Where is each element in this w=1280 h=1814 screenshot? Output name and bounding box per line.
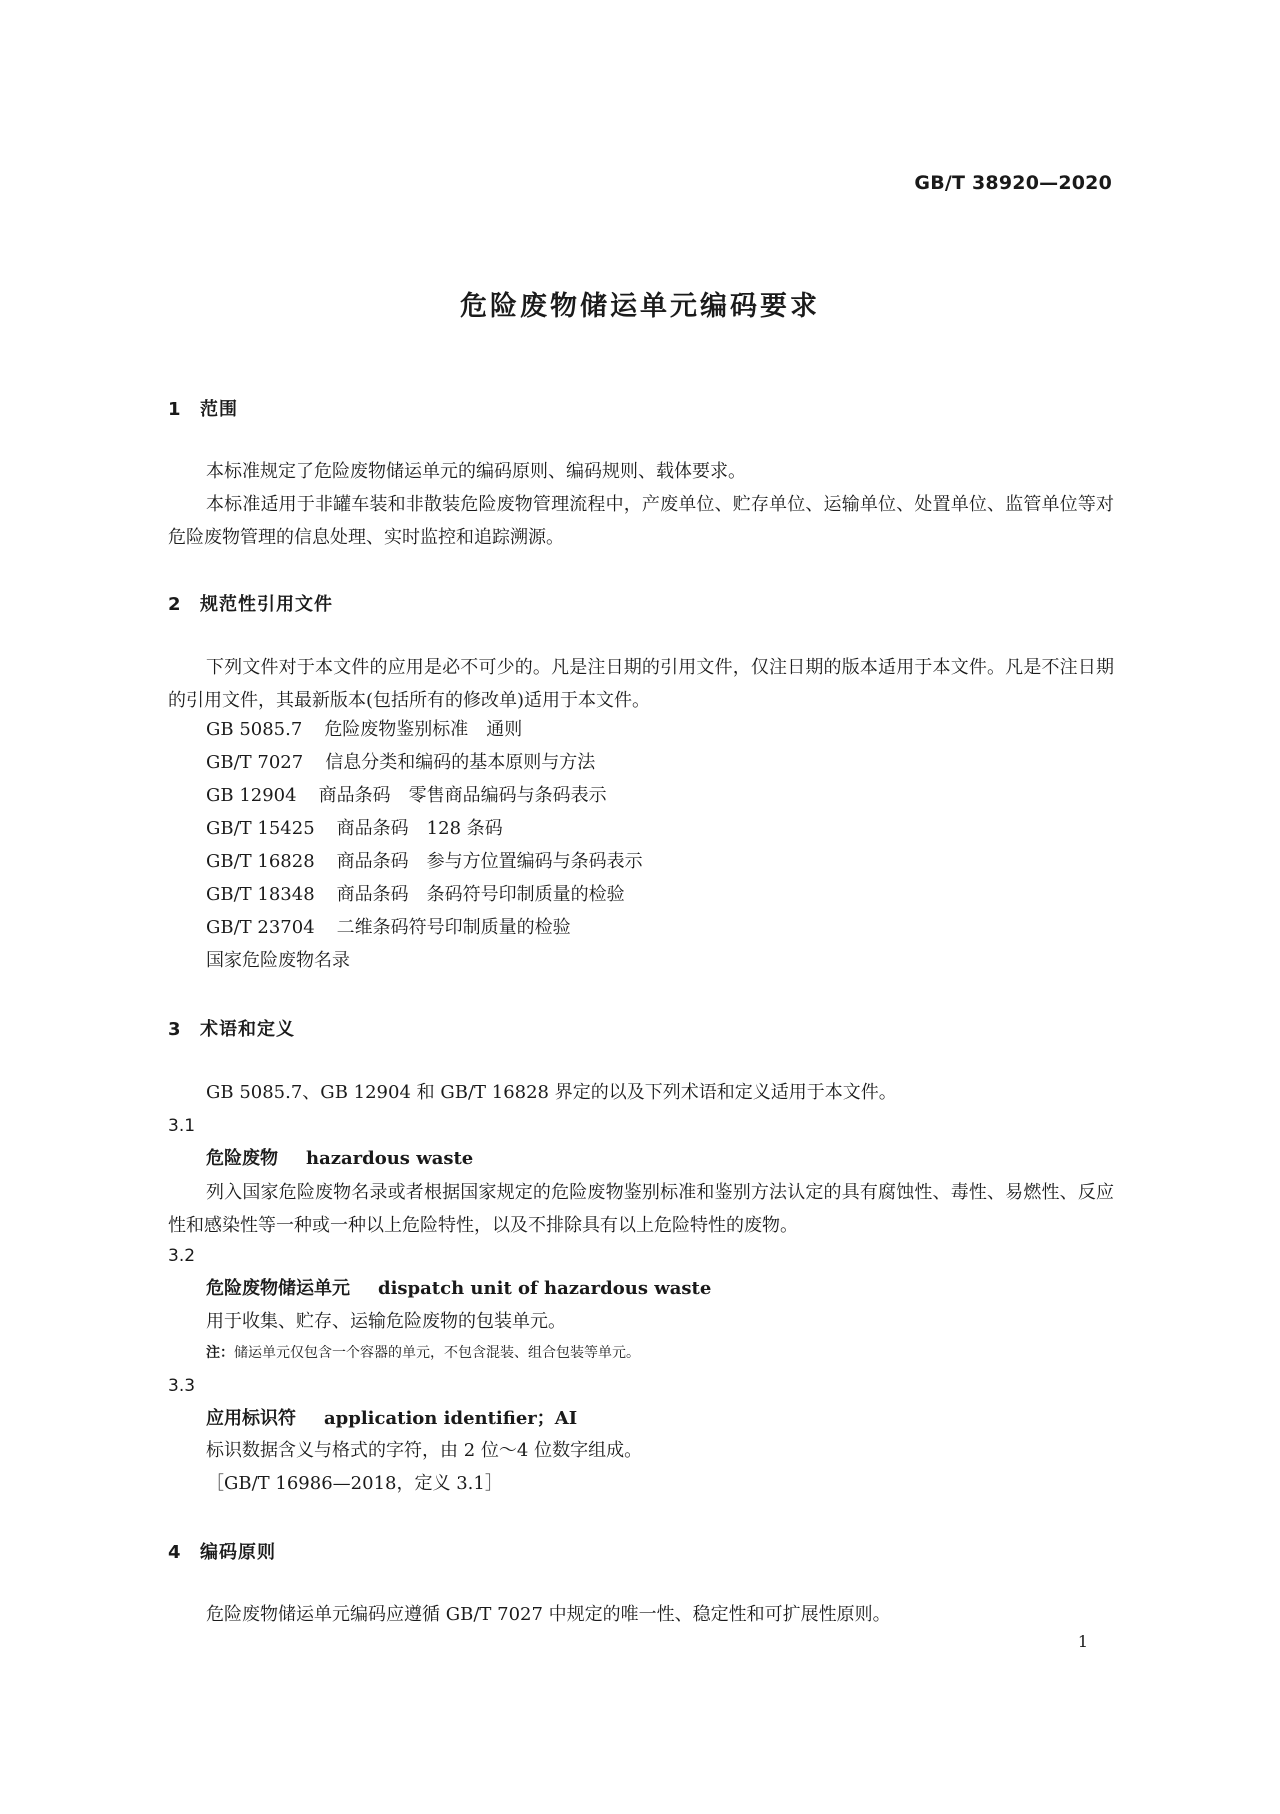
document-title: 危险废物储运单元编码要求 [460, 291, 820, 322]
reference-title: 商品条码 参与方位置编码与条码表示 [336, 851, 643, 872]
reference-code: GB 5085.7 [206, 719, 303, 740]
section-title: 范围 [200, 399, 238, 420]
reference-title: 信息分类和编码的基本原则与方法 [325, 752, 596, 773]
section-1-paragraph-1: 本标准规定了危险废物储运单元的编码原则、编码规则、载体要求。 [206, 461, 746, 482]
clause-number: 3.2 [168, 1246, 196, 1266]
reference-title: 商品条码 128 条码 [336, 818, 503, 839]
reference-title: 危险废物鉴别标准 通则 [324, 719, 523, 740]
term-zh: 危险废物储运单元 [206, 1278, 350, 1299]
reference-code: GB/T 15425 [206, 818, 315, 839]
term-heading [206, 1144, 473, 1170]
section-number: 4 [168, 1542, 182, 1563]
reference-code: GB/T 16828 [206, 851, 315, 872]
term-heading [206, 1274, 711, 1300]
section-1-heading [168, 395, 238, 421]
clause-number: 3.3 [168, 1376, 196, 1396]
standard-code: GB/T 38920—2020 [914, 172, 1112, 194]
section-title: 规范性引用文件 [200, 594, 333, 615]
section-3-heading [168, 1015, 295, 1041]
reference-title: 商品条码 零售商品编码与条码表示 [318, 785, 607, 806]
note-label: 注： [206, 1345, 234, 1361]
reference-title: 二维条码符号印制质量的检验 [336, 917, 571, 938]
term-note [206, 1342, 640, 1362]
section-2-paragraph-1: 下列文件对于本文件的应用是必不可少的。凡是注日期的引用文件，仅注日期的版本适用于本文件。凡是不注日期的引用文件，其最新版本(包括所有的修改单)适用于本文件。 [168, 657, 1114, 711]
reference-code: GB/T 18348 [206, 884, 315, 905]
note-text: 储运单元仅包含一个容器的单元，不包含混装、组合包装等单元。 [234, 1345, 640, 1361]
reference-item [206, 715, 522, 741]
term-definition: 标识数据含义与格式的字符，由 2 位～4 位数字组成。 [206, 1440, 643, 1461]
reference-code: GB 12904 [206, 785, 297, 806]
term-en: dispatch unit of hazardous waste [378, 1278, 712, 1299]
reference-item [206, 913, 571, 939]
reference-item [206, 781, 607, 807]
term-heading [206, 1404, 577, 1430]
section-3-paragraph-1: GB 5085.7、GB 12904 和 GB/T 16828 界定的以及下列术语和定义适用于本文件。 [206, 1082, 897, 1103]
term-en: hazardous waste [306, 1148, 474, 1169]
reference-item [206, 880, 625, 906]
term-source: ［GB/T 16986—2018，定义 3.1］ [206, 1473, 503, 1494]
term-zh: 危险废物 [206, 1148, 278, 1169]
clause-number: 3.1 [168, 1116, 196, 1136]
section-1-paragraph-2: 本标准适用于非罐车装和非散装危险废物管理流程中，产废单位、贮存单位、运输单位、处置单位、监管单位等对危险废物管理的信息处理、实时监控和追踪溯源。 [168, 494, 1114, 548]
section-4-heading [168, 1538, 276, 1564]
reference-title: 商品条码 条码符号印制质量的检验 [336, 884, 625, 905]
reference-item [206, 748, 595, 774]
term-zh: 应用标识符 [206, 1408, 296, 1429]
term-definition: 列入国家危险废物名录或者根据国家规定的危险废物鉴别标准和鉴别方法认定的具有腐蚀性、毒性、易燃性、反应性和感染性等一种或一种以上危险特性，以及不排除具有以上危险特性的废物。 [168, 1182, 1114, 1236]
section-title: 编码原则 [200, 1542, 276, 1563]
reference-code: GB/T 7027 [206, 752, 304, 773]
section-number: 1 [168, 399, 182, 420]
page-number: 1 [1077, 1632, 1088, 1651]
section-number: 3 [168, 1019, 182, 1040]
term-en: application identifier；AI [324, 1408, 578, 1429]
reference-item [206, 847, 643, 873]
term-definition: 用于收集、贮存、运输危险废物的包装单元。 [206, 1311, 566, 1332]
section-4-paragraph-1: 危险废物储运单元编码应遵循 GB/T 7027 中规定的唯一性、稳定性和可扩展性原则。 [206, 1604, 891, 1625]
section-title: 术语和定义 [200, 1019, 295, 1040]
section-number: 2 [168, 594, 182, 615]
reference-item-catalogue: 国家危险废物名录 [206, 950, 350, 971]
reference-item [206, 814, 503, 840]
reference-code: GB/T 23704 [206, 917, 315, 938]
section-2-heading [168, 590, 333, 616]
